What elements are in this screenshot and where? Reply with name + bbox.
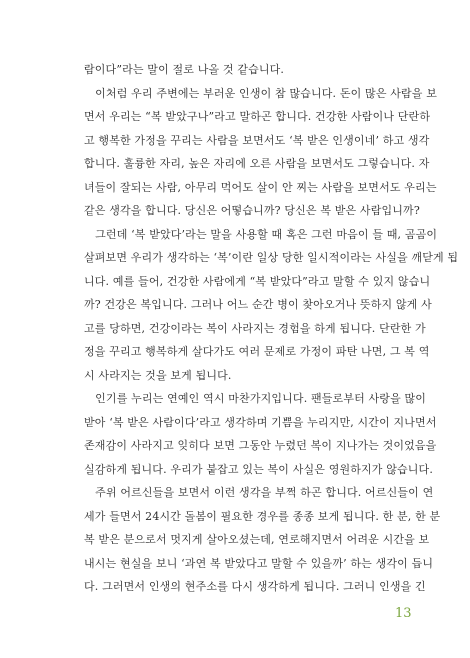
text-line: 복 받은 분으로서 멋지게 살아오셨는데, 연로해지면서 어려운 시간을 보 [84, 533, 430, 546]
text-line: 녀들이 잘되는 사람, 아무리 먹어도 살이 안 찌는 사람을 보면서도 우리는 [84, 180, 437, 194]
text-line: 같은 생각을 합니다. 당신은 어떻습니까? 당신은 복 받은 사람입니까? [84, 204, 420, 217]
text-line: 다. 그러면서 인생의 현주소를 다시 생각하게 됩니다. 그러니 인생을 긴 [84, 580, 426, 593]
text-line: 시 사라지는 것을 보게 됩니다. [84, 368, 232, 382]
text-line: 세가 들면서 24시간 돌봄이 필요한 경우를 종종 보게 됩니다. 한 분, 한 분 [84, 509, 441, 523]
text-line: 주위 어르신들을 보면서 이런 생각을 부쩍 하곤 합니다. 어르신들이 연 [84, 486, 434, 499]
body-text [84, 58, 459, 599]
text-line: 까? 건강은 복입니다. 그러나 어느 순간 병이 찾아오거나 뜻하지 않게 사 [84, 298, 432, 311]
text-line: 면서 우리는 “복 받았구나”라고 말하곤 합니다. 건강한 사람이나 단란하 [84, 110, 431, 123]
text-line: 이처럼 우리 주변에는 부러운 인생이 참 많습니다. 돈이 많은 사람을 보 [84, 86, 437, 100]
text-line: 정을 꾸리고 행복하게 살다가도 여러 문제로 가정이 파탄 나면, 그 복 역 [84, 345, 430, 358]
text-line: 니다. 예를 들어, 건강한 사람에게 “복 받았다”라고 말할 수 있지 않습니 [84, 274, 431, 288]
text-line: 내시는 현실을 보니 ‘과연 복 받았다고 말할 수 있을까’ 하는 생각이 듭니 [84, 556, 434, 570]
text-line: 그런데 ‘복 받았다’라는 말을 사용할 때 혹은 그런 마음이 들 때, 곰곰이 [84, 227, 438, 241]
text-line: 살펴보면 우리가 생각하는 ‘복’이란 일상 당한 일시적이라는 사실을 깨닫게 됩 [84, 251, 459, 264]
text-line: 합니다. 훌륭한 자리, 높은 자리에 오른 사람을 보면서도 그렇습니다. 자 [84, 157, 430, 170]
text-line: 고 행복한 가정을 꾸리는 사람을 보면서도 ‘복 받은 인생이네’ 하고 생각 [84, 133, 430, 147]
text-line: 고를 당하면, 건강이라는 복이 사라지는 경험을 하게 됩니다. 단란한 가 [84, 321, 426, 335]
text-line: 받아 ‘복 받은 사람이다’라고 생각하며 기쁨을 누리지만, 시간이 지나면서 [84, 415, 437, 429]
text-line: 실감하게 됩니다. 우리가 붙잡고 있는 복이 사실은 영원하지가 않습니다. [84, 462, 433, 476]
text-line: 인기를 누리는 연예인 역시 마찬가지입니다. 팬들로부터 사랑을 많이 [84, 392, 427, 405]
page-number: 13 [395, 606, 412, 621]
text-line: 람이다”라는 말이 절로 나올 것 같습니다. [84, 63, 285, 76]
text-line: 존재감이 사라지고 잊히다 보면 그동안 누렸던 복이 지나가는 것이었음을 [84, 439, 437, 452]
